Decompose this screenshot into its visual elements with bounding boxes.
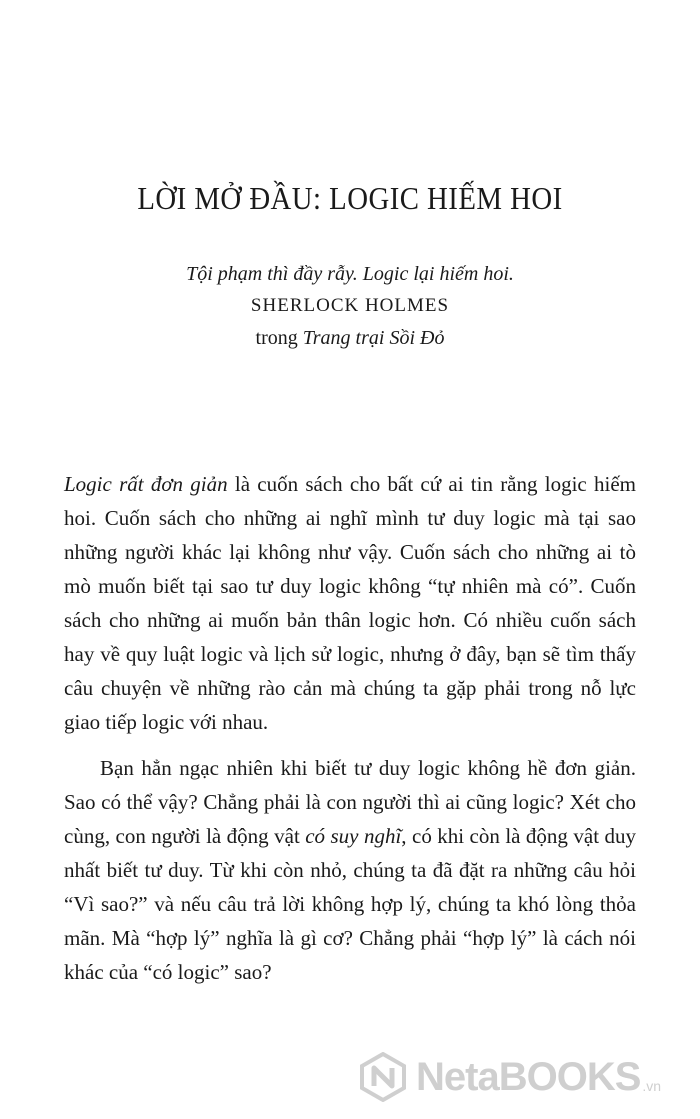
epigraph-source-prefix: trong [255,327,303,349]
epigraph-quote: Tội phạm thì đầy rẫy. Logic lại hiếm hoi. [186,263,514,285]
paragraph-2-italic: có suy nghĩ [305,824,402,848]
paragraph-1 [64,467,636,739]
watermark-suffix: .vn [642,1078,662,1094]
netabooks-logo-icon [358,1052,408,1102]
paragraph-2 [64,751,636,989]
epigraph-author: SHERLOCK HOLMES [250,295,450,316]
paragraph-2-text-after: , có khi còn là động vật duy nhất biết tư duy. Từ khi còn nhỏ, chúng ta đã đặt ra những câu hỏi “Vì sao?” và nếu câu trả lời không hợp lý, chúng ta khó lòng thỏa mãn. Mà “hợp lý” nghĩa là gì cơ? Chẳng phải “hợp lý” là cách nói khác của “có logic” sao? [64,824,636,984]
book-title: Logic rất đơn giản [64,472,228,496]
epigraph [0,258,700,354]
paragraph-1-text: là cuốn sách cho bất cứ ai tin rằng logic hiếm hoi. Cuốn sách cho những ai nghĩ mình tư duy logic mà tại sao những người khác lại không như vậy. Cuốn sách cho những ai tò mò muốn biết tại sao tư duy logic không “tự nhiên mà có”. Cuốn sách cho những ai muốn bản thân logic hơn. Có nhiều cuốn sách hay về quy luật logic và lịch sử logic, nhưng ở đây, bạn sẽ tìm thấy câu chuyện về những rào cản mà chúng ta gặp phải trong nỗ lực giao tiếp logic với nhau. [64,472,636,734]
watermark-brand: NetaBOOKS [416,1054,641,1099]
page-title: LỜI MỞ ĐẦU: LOGIC HIẾM HOI [137,180,563,216]
epigraph-source [0,322,700,354]
body-text [64,467,636,989]
epigraph-source-title: Trang trại Sồi Đỏ [302,327,445,349]
watermark [358,1047,700,1107]
paragraph-2-text-before: Bạn hẳn ngạc nhiên khi biết tư duy logic không hề đơn giản. Sao có thể vậy? Chẳng phải là con người thì ai cũng logic? Xét cho cùng, con người là động vật [64,756,636,848]
